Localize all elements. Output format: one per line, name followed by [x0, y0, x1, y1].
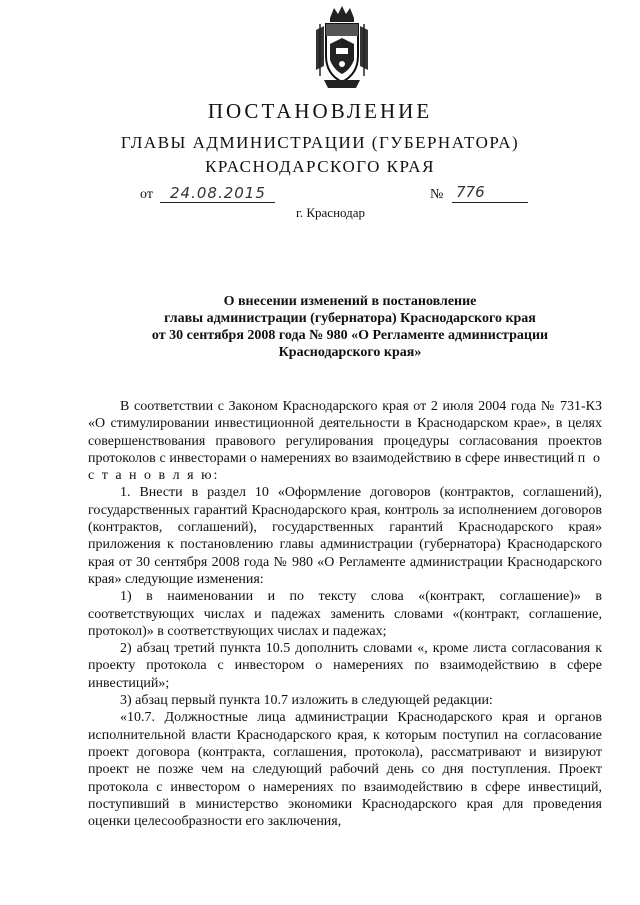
handwritten-number: 776	[456, 183, 485, 201]
postanovlyayu-word: п о с т а н о в л я ю:	[88, 450, 603, 484]
subject-line: Краснодарского края»	[278, 345, 422, 360]
subject-line: О внесении изменений в постановление	[223, 294, 477, 309]
date-underline	[160, 202, 275, 203]
item-1-3-paragraph: 3) абзац первый пункта 10.7 изложить в следующей редакции:	[120, 693, 493, 709]
krasnodar-coat-of-arms-icon	[310, 4, 374, 90]
resolution-body	[88, 398, 602, 830]
item-1-2-paragraph: 2) абзац третий пункта 10.5 дополнить словами «, кроме листа согласования к проекту протокола с инвестором о намерениях по взаимодействию в сфере инвестиций»;	[88, 641, 602, 691]
intro-paragraph	[88, 398, 602, 484]
handwritten-date: 24.08.2015	[170, 184, 266, 202]
number-underline	[452, 202, 528, 203]
item-1-1-paragraph: 1) в наименовании и по тексту слова «(контракт, соглашение)» в соответствующих числах и падежах заменить словами «(контракт, соглашение, протокол)» в соответствующих числах и падежах;	[88, 589, 602, 639]
quoted-10-7-paragraph: «10.7. Должностные лица администрации Краснодарского края и органов исполнительной власти Краснодарского края, к которым поступил на согласование проект договора (контракта, соглашения, протокола), рассматривают и визируют проект не позже чем на следующий рабочий день со дня поступления. Проект протокола с инвестором о намерениях по взаимодействию в сфере инвестиций, поступивший в министерство экономики Краснодарского края для проведения оценки целесообразности его заключения,	[88, 710, 602, 830]
subject-line: главы администрации (губернатора) Краснодарского края	[164, 311, 536, 326]
item-1-paragraph: 1. Внести в раздел 10 «Оформление договоров (контрактов, соглашений), государственных гарантий Краснодарского края, контроль за исполнением договоров (контрактов, соглашений), государственных гарантий Краснодарского края» приложения к постановлению главы администрации (губернатора) Краснодарского края от 30 сентября 2008 года № 980 «О Регламенте администрации Краснодарского края» следующие изменения:	[88, 485, 602, 587]
subject-line: от 30 сентября 2008 года № 980 «О Регламенте администрации	[151, 328, 549, 343]
document-type-title: ПОСТАНОВЛЕНИЕ	[207, 99, 433, 123]
resolution-subject	[120, 293, 580, 361]
number-label: №	[430, 187, 444, 202]
issuer-line-1: ГЛАВЫ АДМИНИСТРАЦИИ (ГУБЕРНАТОРА)	[120, 133, 520, 152]
city-name: г. Краснодар	[296, 205, 366, 220]
issuer-line-2: КРАСНОДАРСКОГО КРАЯ	[205, 157, 435, 176]
intro-text: В соответствии с Законом Краснодарского края от 2 июля 2004 года № 731-КЗ «О стимулировании инвестиционной деятельности в Краснодарском крае», в целях совершенствования правового регулирования процедуры согласования проектов протоколов с инвесторами о намерениях во взаимодействию в сфере инвестиций	[88, 399, 602, 466]
date-label: от	[140, 187, 153, 202]
